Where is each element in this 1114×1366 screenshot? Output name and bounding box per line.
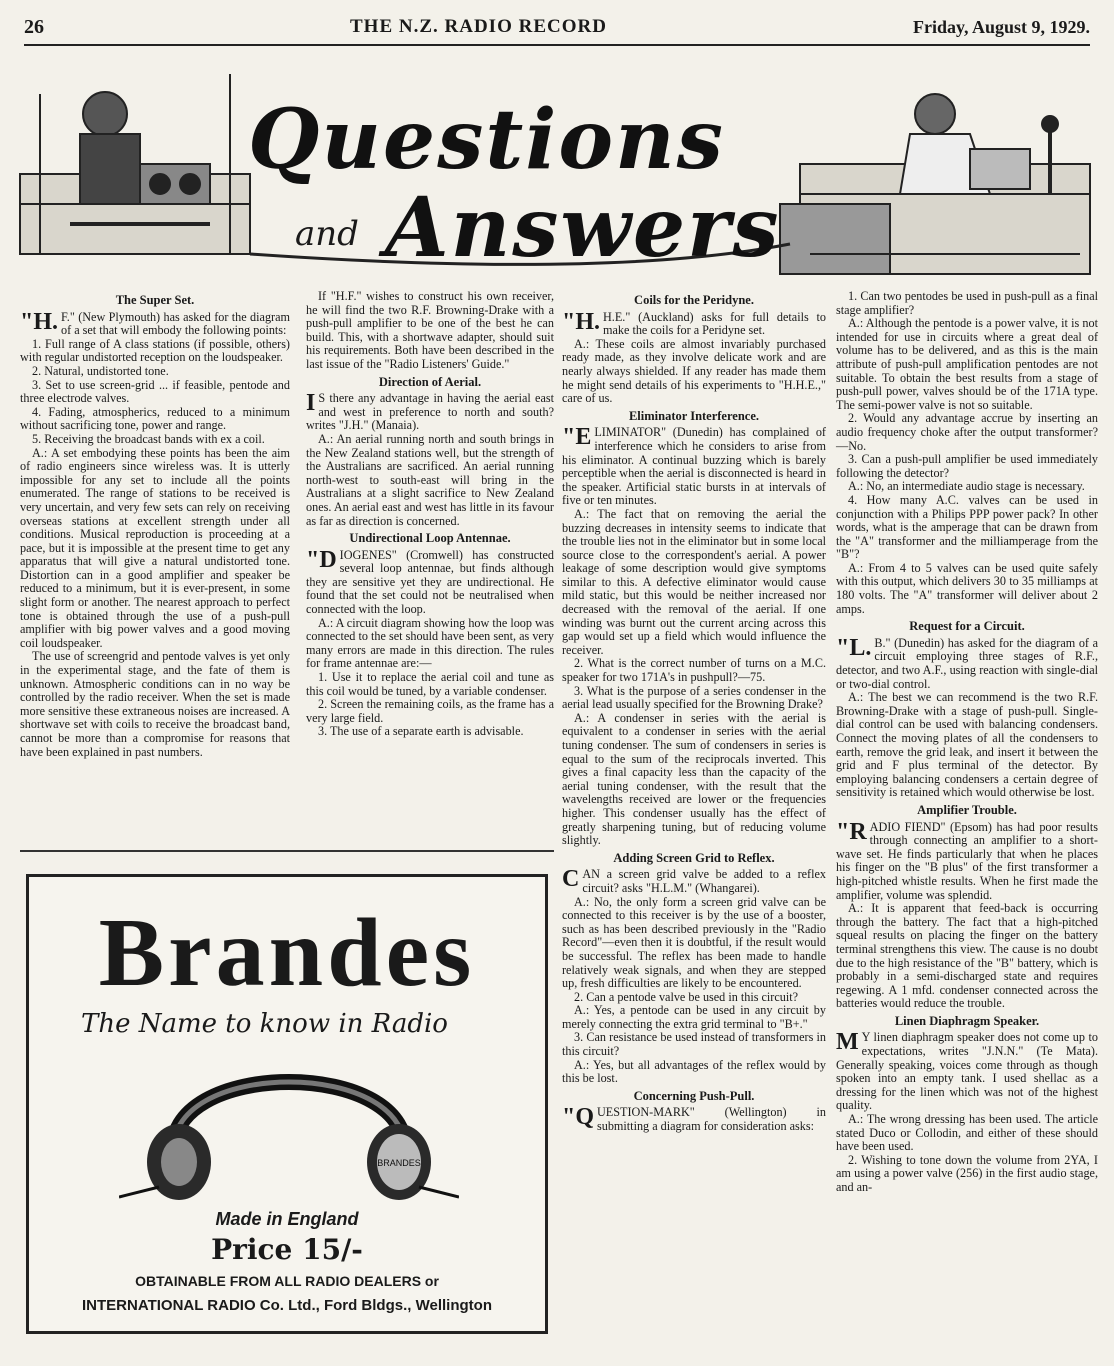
paragraph: 1. Can two pentodes be used in push-pull as a final stage amplifier? [836,289,1098,317]
paragraph: 2. Wishing to tone down the volume from 2YA, I am using a power valve (256) in the first audio stage, and an- [836,1152,1098,1194]
paragraph: A.: A circuit diagram showing how the loop was connected to the set should have been sent, as very many errors are made in this direction. The rules for frame antennae are:— [306,615,554,671]
paragraph: If "H.F." wishes to construct his own receiver, he will find the two R.F. Browning-Drake with a push-pull amplifier to be one of the best he can build. This, with a shortwave adapter, should suit his requirements. Both have been described in the last issue of the "Radio Listeners' Guide." [306,289,554,371]
paragraph: "H. F." (New Plymouth) has asked for the diagram of a set that will embody the following points: [20,308,290,338]
issue-date: Friday, August 9, 1929. [912,16,1090,37]
paragraph: 2. Natural, undistorted tone. [32,363,169,378]
paragraph: M Y linen diaphragm speaker does not come up to expectations, writes "J.N.N." (Te Mata). Generally speaking, voices come through as though spoken into an empty tank. I used shellac as a dressing for the linen which was not of the highest quality. [836,1029,1098,1113]
drop-cap: "H. [562,308,600,335]
drop-cap: "E [562,424,592,451]
title-questions: Questions [248,92,725,188]
column-4 [836,290,1098,1195]
column-2 [306,290,554,739]
drop-cap: I [306,390,316,417]
heading-amplifier-trouble: Amplifier Trouble. [917,802,1017,817]
paragraph: 3. The use of a separate earth is advisable. [318,724,524,739]
heading-linen-diaphragm: Linen Diaphragm Speaker. [894,1013,1040,1028]
paragraph: A.: The wrong dressing has been used. The article stated Duco or Collodin, and either of these should have been used. [836,1112,1098,1154]
heading-coils-peridyne: Coils for the Peridyne. [634,293,754,307]
masthead: THE N.Z. RADIO RECORD [350,16,607,37]
ad-company: INTERNATIONAL RADIO Co. Ltd., Ford Bldgs., Wellington [82,1297,492,1314]
drop-cap: "L. [836,634,872,661]
paragraph: A.: No, the only form a screen grid valve can be connected to this receiver is by the use of a booster, such as has been described previously in the "Radio Record"—even then it is doubtful, if the result would be successful. The reflex has been made to handle relatively weak signals, and when they are stepped up, fresh difficulties are likely to be encountered. [562,894,826,991]
paragraph: 3. Can a push-pull amplifier be used immediately following the detector? [836,452,1098,480]
paragraph: A.: The best we can recommend is the two R.F. Browning-Drake with a stage of push-pull. Single-dial control can be used with balancing condensers. Connect the moving plates of all the condensers to earth, remove the grid leak, and insert it between the grid and F plus terminal of the detector. By employing balancing condensers a certain degree of sensitivity is retained which would otherwise be lost. [836,690,1098,800]
right-writer-illustration [780,94,1090,274]
paragraph: 4. How many A.C. valves can be used in conjunction with a Philips PPP power pack? In other words, what is the amperage that can be drawn from the "A" transformer and the milliamperage from the "B"? [836,492,1098,562]
paragraph: 2. Can a pentode valve be used in this circuit? [574,989,799,1004]
page-number: 26 [24,15,44,38]
paragraph: The use of screengrid and pentode valves is yet only in the experimental stage, and the fate of them is unknown. Atmospheric conditions can in no way be controlled by the radio receiver. When the set is made more sensitive these extraneous noises are increased. A shortwave set with coils to receive the broadcast band, cannot be more than a compromise for reasons that have been explained in past numbers. [20,649,290,759]
heading-super-set: The Super Set. [115,293,195,307]
drop-cap: C [562,866,580,893]
paragraph: A.: No, an intermediate audio stage is necessary. [848,479,1085,494]
paragraph: A.: Yes, but all advantages of the reflex would by this be lost. [562,1057,826,1086]
heading-loop-antennae: Undirectional Loop Antennae. [349,531,511,546]
paragraph: 4. Fading, atmospherics, reduced to a minimum without sacrificing tone, power and range. [20,404,290,433]
ad-obtainable: OBTAINABLE FROM ALL RADIO DEALERS or [135,1273,439,1289]
paragraph: A.: An aerial running north and south brings in the New Zealand stations well, but the strength of the Australians are sacrificed. An aerial running north-west to south-east will bring in the Australians at a slight sacrifice to New Zealand ones. An aerial east and west has little in its favour as far as direction is concerned. [306,431,554,528]
brandes-advertisement [26,874,548,1334]
column-3 [562,290,826,1134]
paragraph: A.: A set embodying these points has been the aim of radio engineers since wireless was. It is utterly impossible for any set to include all the points enumerated. The range of stations to be received is very uncertain, and very few sets can rely on receiving overseas stations at excellent strength under all conditions. Musical reproduction is proceeding at a pace, but it is impossible at the present time to get any apparatus that will give a natural undistorted tone. Distortion can in a good amplifier and speaker be reduced to a minimum, but it is ever-present, in some slight form or another. The nearest approach to perfect tone is obtained through the use of a push-pull amplifier with big power valves and a good moving coil loudspeaker. [20,445,290,650]
drop-cap: "H. [20,308,58,335]
left-listener-illustration [20,74,250,254]
paragraph: "RADIO FIEND" (Epsom) has had poor results through connecting an amplifier to a short-wave set. He finds particularly that when he places his finger on the "B plus" of the first transformer a high-pitched whistle results. When he first made the amplifier, volume was splendid. [836,818,1098,902]
paragraph: "DIOGENES" (Cromwell) has constructed several loop antennae, but finds although they are sensitive yet they are undirectional. He found that the set could not be neutralised when connected with the loop. [306,546,554,617]
paragraph: 3. What is the purpose of a series condenser in the aerial lead usually specified for the Browning Drake? [562,683,826,712]
paragraph: 2. What is the correct number of turns on a M.C. speaker for two 171A's in pushpull?—75. [562,656,826,685]
paragraph: 1. Full range of A class stations (if possible, others) with regular undistorted reception on the loudspeaker. [20,336,290,365]
paragraph: "QUESTION-MARK" (Wellington) in submitting a diagram for consideration asks: [562,1104,826,1134]
paragraph: "ELIMINATOR" (Dunedin) has complained of interference which he considers to arise from his eliminator. A continual buzzing which is barely perceptible when the aerial is disconnected is heard in the speaker. Artificial static bursts in at intervals of five or ten minutes. [562,424,826,508]
heading-request-circuit: Request for a Circuit. [909,619,1025,634]
paragraph: "L. B." (Dunedin) has asked for the diagram of a circuit employing three stages of R.F., detector, and two A.F., using reaction with single-dial or two-dial control. [836,634,1098,691]
heading-screen-grid: Adding Screen Grid to Reflex. [613,850,775,865]
title-answers: Answers [385,180,781,276]
column-divider [20,850,554,852]
paragraph: CAN a screen grid valve be added to a reflex circuit? asks "H.L.M." (Whangarei). [562,866,826,895]
headphones-illustration [119,1047,459,1207]
paragraph: A.: The fact that on removing the aerial the buzzing decreases in intensity seems to indicate that the trouble lies not in the eliminator but in some local source close to the correspondent's aerial. A power leakage of some description would give symptoms similar to this. A defective eliminator would cause mild static, but this would be neither increased nor decreased with the removal of the aerial. If one winding was burnt out the current arcing across this gap would set up a field which would influence the receiver. [562,506,826,657]
paragraph: 5. Receiving the broadcast bands with ex a coil. [32,431,265,446]
paragraph: 3. Can resistance be used instead of transformers in this circuit? [562,1030,826,1059]
title-and: and [295,214,359,254]
paragraph: 3. Set to use screen-grid ... if feasible, pentode and three electrode valves. [20,377,290,406]
heading-eliminator: Eliminator Interference. [628,408,760,423]
drop-cap: "Q [562,1104,594,1131]
paragraph: A.: These coils are almost invariably purchased ready made, as they involve delicate work and are nearly always shielded. If any reader has made them he might send details of his experiments to "H.H.E.," care of us. [562,336,826,406]
paragraph: A.: Yes, a pentode can be used in any circuit by merely connecting the extra grid terminal to "B+." [562,1003,826,1031]
paragraph: 2. Screen the remaining coils, as the frame has a very large field. [306,697,554,725]
ad-made-in: Made in England [215,1209,359,1229]
paragraph: "H. H.E." (Auckland) asks for full details to make the coils for a Peridyne set. [562,308,826,338]
drop-cap: M [836,1029,859,1056]
heading-push-pull: Concerning Push-Pull. [633,1088,755,1103]
column-1 [20,290,290,759]
paragraph: 2. Would any advantage accrue by inserting an audio frequency choke after the output transformer?—No. [836,411,1098,453]
headphone-label: BRANDES [377,1158,421,1168]
ad-price: Price 15/- [211,1233,363,1266]
ad-brand-name: Brandes [98,899,476,1007]
paragraph: A.: Although the pentode is a power valve, it is not intended for use in circuits where a great deal of volume has to be delivered, and as this is the main attribute of push-pull amplification pentodes are not suitable. To obtain the best results from a stage of push-pull power, valves should be of the 171A type. The semi-power valve is not so suitable. [836,316,1098,412]
paragraph: A.: A condenser in series with the aerial is equivalent to a condenser in series with the aerial tuning condenser. The sum of condensers in series is equal to the sum of the reciprocals inverted. This gives a final capacity less than the capacity of the aerial tuning condenser, with the result that the wavelengths received are lower or the frequencies higher. This condenser usually has the effect of greatly sharpening tuning, but of reducing volume slightly. [562,710,826,848]
paragraph: A.: From 4 to 5 valves can be used quite safely with this output, which delivers 30 to 35 milliamps at 180 volts. The "A" transformer will deliver about 2 amps. [836,560,1098,616]
drop-cap: "R [836,818,867,845]
paragraph: I S there any advantage in having the aerial east and west in preference to north and south? writes "J.H." (Manaia). [306,390,554,433]
questions-answers-banner [10,54,1104,284]
drop-cap: "D [306,546,337,573]
ad-tagline: The Name to know in Radio [81,1009,448,1039]
paragraph: A.: It is apparent that feed-back is occurring through the battery. The fact that a high-pitched squeal results on placing the finger on the battery terminal strengthens this view. The cause is no doubt due to the high resistance of the "B" battery, which is probably in a semi-discharged state and requires regewing. A 1 mfd. condenser connected across the batteries would reduce the trouble. [836,901,1098,1011]
page-header [24,10,1090,46]
paragraph: 1. Use it to replace the aerial coil and tune as this coil would be tuned, by a variable condenser. [306,670,554,698]
heading-direction-aerial: Direction of Aerial. [378,374,482,389]
